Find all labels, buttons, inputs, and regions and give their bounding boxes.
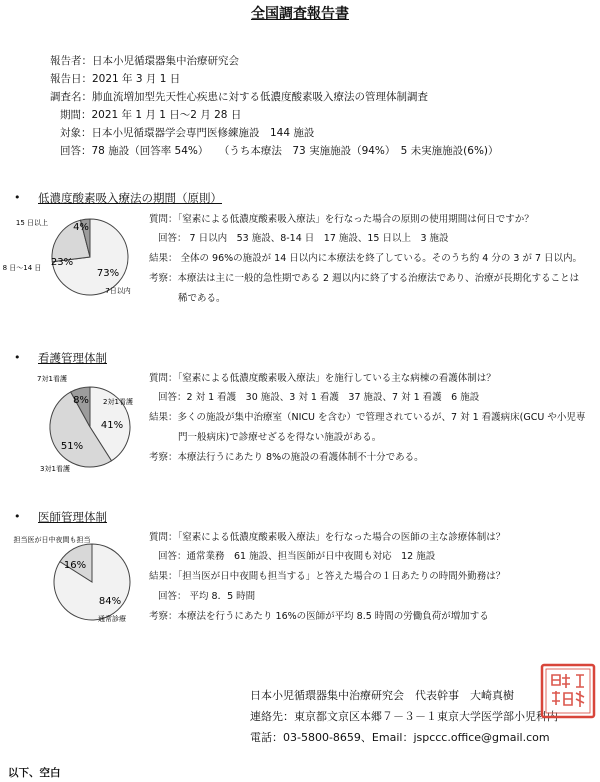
slice-label-normal-practice: 通常診療 — [98, 615, 126, 623]
slice-label-8-14days: 8 日～14 日 — [2, 264, 42, 272]
question-text: 質問：「窒素による低濃度酸素吸入療法」を行なった場合の原則の使用期間は何日ですか？ — [149, 214, 534, 225]
answer-text: 回答：通常業務 61 施設、担当医師が日中夜間も対応 12 施設 — [158, 551, 436, 562]
meta-target: 対象：日本小児循環器学会専門医修練施設 144 施設 — [60, 127, 315, 139]
end-note: 以下、空白 — [8, 767, 61, 779]
answer-text-2: 回答： 平均 8．5 時間 — [158, 591, 256, 602]
meta-response: 回答：78 施設（回答率 54%） （うち本療法 73 実施施設（94%） 5 未実施施設(6%)） — [60, 145, 499, 157]
result-text: 結果： 全体の 96%の施設が 14 日以内に本療法を終了している。そのうち約 4 分の 3 が 7 日以内。 — [149, 253, 583, 264]
discussion-text: 考察：本療法を行うにあたり 16%の医師が平均 8.5 時間の労働負荷が増加する — [149, 611, 489, 622]
meta-reporter: 報告者：日本小児循環器集中治療研究会 — [50, 55, 239, 67]
slice-label-7to1: 7対1看護 — [37, 375, 67, 383]
section-title-duration: 低濃度酸素吸入療法の期間（原則） — [38, 191, 222, 205]
meta-period: 期間：2021 年 1 月 1 日～2 月 28 日 — [60, 109, 242, 121]
result-text: 結果：多くの施設が集中治療室（NICU を含む）で管理されているが、7 対 1 看護病床(GCU や小児専 — [149, 412, 586, 423]
question-text: 質問：「窒素による低濃度酸素吸入療法」を施行している主な病棟の看護体制は？ — [149, 373, 496, 384]
signature-line: 日本小児循環器集中治療研究会 代表幹事 大崎真樹 — [250, 689, 514, 702]
answer-text: 回答：2 対 1 看護 30 施設、3 対 1 看護 37 施設、7 対 1 看護 6 施設 — [158, 392, 480, 403]
pie-chart-duration — [0, 205, 150, 315]
slice-label-3to1: 3対1看護 — [40, 465, 70, 473]
meta-survey-name: 調査名：肺血流増加型先天性心疾患に対する低濃度酸素吸入療法の管理体制調査 — [50, 91, 428, 103]
section-bullet: • — [14, 351, 21, 364]
result-text-cont: 門一般病床)で診療せざるを得ない施設がある。 — [178, 432, 382, 443]
slice-label-day-night-duty: 担当医が日中夜間も担当 — [13, 536, 91, 544]
meta-date: 報告日：2021 年 3 月 1 日 — [50, 73, 181, 85]
pie-chart-nursing — [0, 370, 150, 485]
slice-label-7days: 7日以内 — [105, 287, 131, 295]
pct-label-8: 8% — [73, 395, 89, 406]
pct-label-4: 4% — [73, 222, 89, 233]
pct-label-41: 41% — [100, 420, 124, 431]
official-seal-stamp — [540, 663, 596, 719]
discussion-text-cont: 稀である。 — [178, 293, 226, 304]
pct-label-73: 73% — [96, 268, 120, 279]
slice-label-2to1: 2対1看護 — [103, 398, 133, 406]
report-meta — [0, 0, 600, 170]
pct-label-16: 16% — [63, 560, 87, 571]
section-bullet: • — [14, 191, 21, 204]
slice-label-15days-plus: 15 日以上 — [15, 219, 49, 227]
pie-chart-physician — [0, 530, 150, 630]
section-title-physician: 医師管理体制 — [38, 510, 107, 524]
result-text: 結果：「担当医が日中夜間も担当する」と答えた場合の１日あたりの時間外勤務は？ — [149, 571, 506, 582]
pct-label-84: 84% — [98, 596, 122, 607]
section-bullet: • — [14, 510, 21, 523]
pct-label-51: 51% — [60, 441, 84, 452]
question-text: 質問：「窒素による低濃度酸素吸入療法」を行なった場合の医師の主な診療体制は？ — [149, 532, 506, 543]
contact-address: 連絡先：東京都文京区本郷７－３－１東京大学医学部小児科内 — [250, 710, 558, 723]
report-title: 全国調査報告書 — [251, 6, 349, 22]
answer-text: 回答： 7 日以内 53 施設、8-14 日 17 施設、15 日以上 3 施設 — [158, 233, 449, 244]
contact-phone-email: 電話：03-5800-8659、Email：jspccc.office@gmail.com — [250, 731, 550, 744]
section-title-nursing: 看護管理体制 — [38, 351, 107, 365]
discussion-text: 考察：本療法は主に一般的急性期である 2 週以内に終了する治療法であり、治療が長期化することは — [149, 273, 580, 284]
pct-label-23: 23% — [50, 257, 74, 268]
discussion-text: 考察：本療法行うにあたり 8%の施設の看護体制不十分である。 — [149, 452, 424, 463]
